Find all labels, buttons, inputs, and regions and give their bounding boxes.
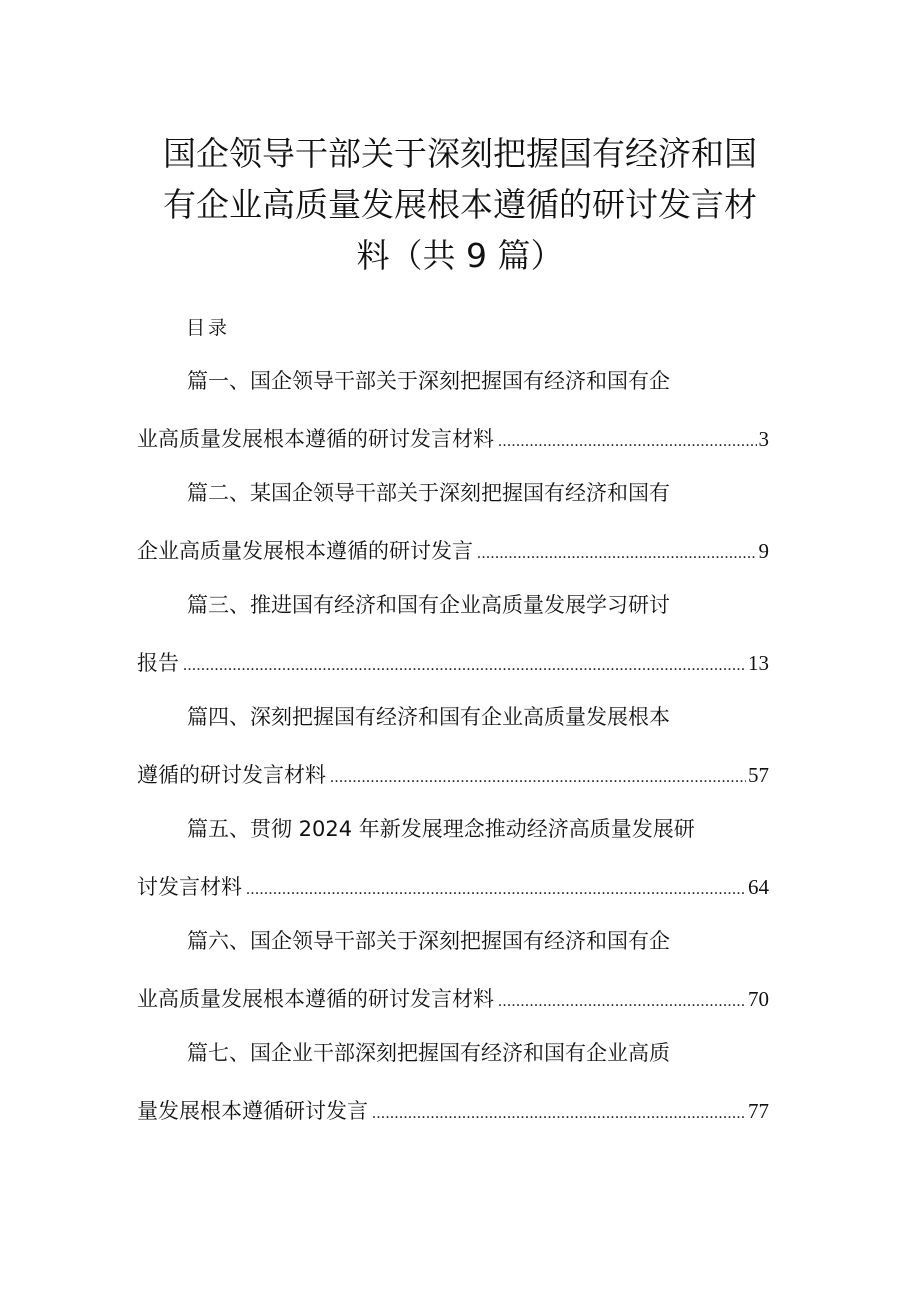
- toc-entry-continuation: [137, 1096, 769, 1129]
- toc-entry-continuation: [137, 536, 769, 569]
- dot-leader: [477, 539, 757, 569]
- toc-entry-title-cont: 报告: [137, 651, 179, 675]
- toc-entry-5[interactable]: [137, 806, 769, 918]
- toc-entry-continuation: [137, 648, 769, 681]
- toc-entry-title: 篇七、国企业干部深刻把握国有经济和国有企业高质: [187, 1041, 670, 1065]
- dot-leader: [330, 763, 746, 793]
- toc-entry-title-cont: 遵循的研讨发言材料: [137, 763, 326, 787]
- toc-entry-continuation: [137, 984, 769, 1017]
- toc-heading: 目录: [186, 317, 231, 339]
- toc-entry-title-cont: 业高质量发展根本遵循的研讨发言材料: [137, 987, 494, 1011]
- dot-leader: [246, 875, 746, 905]
- dot-leader: [372, 1099, 746, 1129]
- toc-entry-title-cont: 业高质量发展根本遵循的研讨发言材料: [137, 427, 494, 451]
- toc-entry-7[interactable]: [137, 1030, 769, 1142]
- toc-entry-4[interactable]: [137, 694, 769, 806]
- toc-entry-2[interactable]: [137, 470, 769, 582]
- toc-entry-title: 篇五、贯彻 2024 年新发展理念推动经济高质量发展研: [187, 817, 695, 841]
- dot-leader: [498, 987, 746, 1017]
- toc-entry-title: 篇三、推进国有经济和国有企业高质量发展学习研讨: [187, 593, 670, 617]
- toc-page-number: 9: [758, 539, 769, 563]
- toc-entry-continuation: [137, 760, 769, 793]
- toc-entry-continuation: [137, 872, 769, 905]
- toc-page-number: 3: [758, 427, 769, 451]
- toc-page-number: 77: [748, 1099, 769, 1123]
- toc-entry-title-cont: 企业高质量发展根本遵循的研讨发言: [137, 539, 473, 563]
- toc-entry-title: 篇六、国企领导干部关于深刻把握国有经济和国有企: [187, 929, 670, 953]
- document-title: [150, 128, 770, 281]
- toc-page-number: 70: [748, 987, 769, 1011]
- toc-entry-continuation: [137, 424, 769, 457]
- toc-page-number: 64: [748, 875, 769, 899]
- title-line-2: 有企业高质量发展根本遵循的研讨发言材: [163, 185, 757, 224]
- toc-page-number: 57: [748, 763, 769, 787]
- toc-entry-3[interactable]: [137, 582, 769, 694]
- title-line-1: 国企领导干部关于深刻把握国有经济和国: [163, 134, 757, 173]
- table-of-contents: [137, 358, 769, 1142]
- title-line-3: 料（共 9 篇）: [356, 236, 564, 275]
- dot-leader: [498, 427, 757, 457]
- toc-entry-title-cont: 讨发言材料: [137, 875, 242, 899]
- toc-entry-6[interactable]: [137, 918, 769, 1030]
- toc-entry-title: 篇一、国企领导干部关于深刻把握国有经济和国有企: [187, 369, 670, 393]
- toc-entry-title-cont: 量发展根本遵循研讨发言: [137, 1099, 368, 1123]
- toc-entry-title: 篇四、深刻把握国有经济和国有企业高质量发展根本: [187, 705, 670, 729]
- toc-entry-1[interactable]: [137, 358, 769, 470]
- toc-entry-title: 篇二、某国企领导干部关于深刻把握国有经济和国有: [187, 481, 670, 505]
- dot-leader: [183, 651, 746, 681]
- toc-page-number: 13: [748, 651, 769, 675]
